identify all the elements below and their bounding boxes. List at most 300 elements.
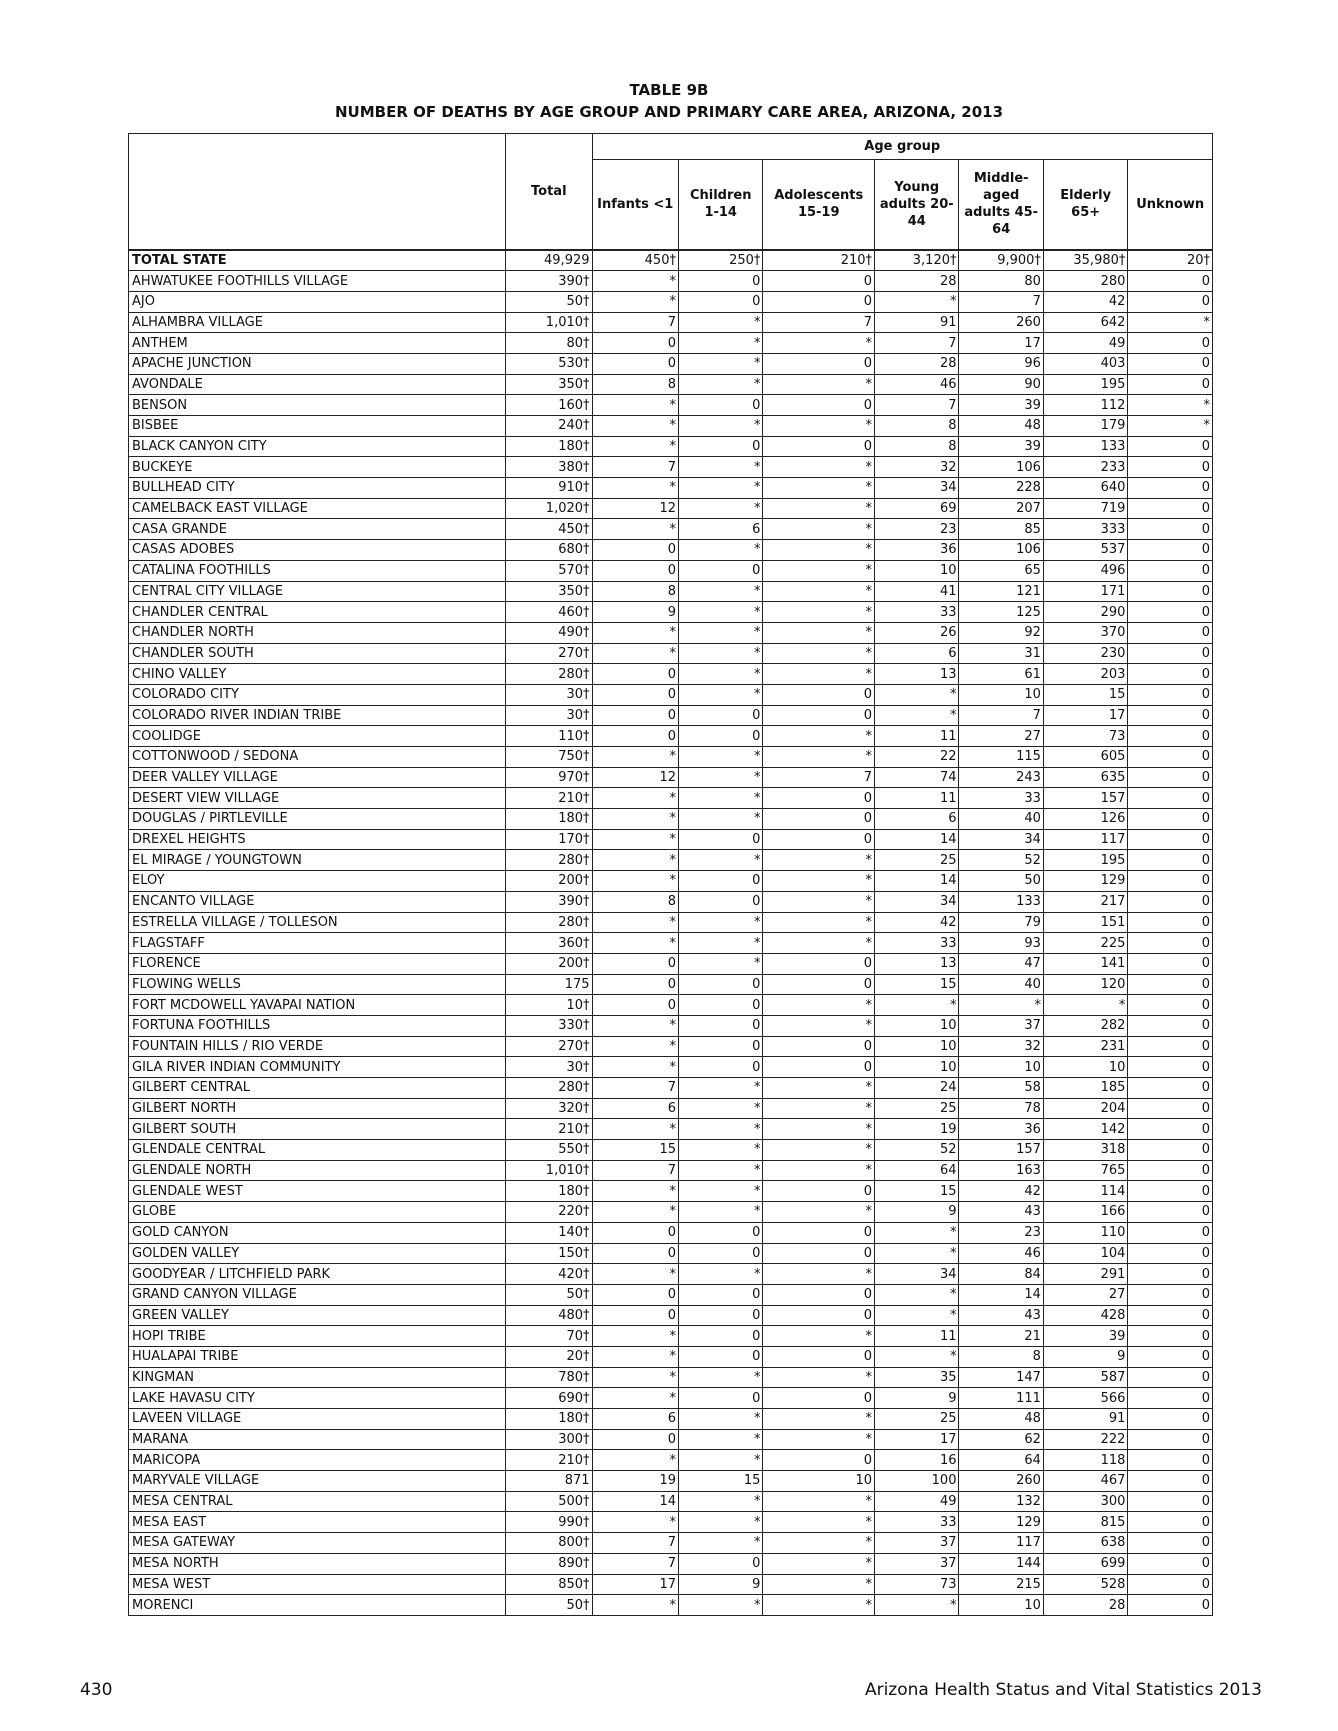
value-cell: 260 bbox=[959, 312, 1043, 333]
value-cell: * bbox=[875, 1243, 959, 1264]
value-cell: * bbox=[678, 912, 762, 933]
value-cell: * bbox=[763, 1574, 875, 1595]
value-cell: 9,900† bbox=[959, 250, 1043, 271]
value-cell: 0 bbox=[678, 1015, 762, 1036]
value-cell: * bbox=[592, 643, 678, 664]
value-cell: 0 bbox=[1128, 1222, 1213, 1243]
value-cell: 7 bbox=[592, 1078, 678, 1099]
value-cell: 9 bbox=[875, 1388, 959, 1409]
value-cell: * bbox=[678, 809, 762, 830]
value-cell: 121 bbox=[959, 581, 1043, 602]
table-row bbox=[129, 1284, 1213, 1305]
value-cell: 24 bbox=[875, 1078, 959, 1099]
value-cell: 0 bbox=[678, 291, 762, 312]
value-cell: * bbox=[592, 809, 678, 830]
value-cell: 35,980† bbox=[1043, 250, 1127, 271]
value-cell: 179 bbox=[1043, 416, 1127, 437]
value-cell: * bbox=[678, 684, 762, 705]
value-cell: 180† bbox=[506, 1409, 592, 1430]
value-cell: 0 bbox=[678, 1222, 762, 1243]
value-cell: * bbox=[678, 416, 762, 437]
value-cell: 0 bbox=[1128, 726, 1213, 747]
value-cell: * bbox=[678, 457, 762, 478]
value-cell: 133 bbox=[1043, 436, 1127, 457]
value-cell: * bbox=[678, 333, 762, 354]
area-name-cell: DESERT VIEW VILLAGE bbox=[129, 788, 506, 809]
value-cell: 14 bbox=[959, 1284, 1043, 1305]
value-cell: 78 bbox=[959, 1098, 1043, 1119]
area-name-cell: FOUNTAIN HILLS / RIO VERDE bbox=[129, 1036, 506, 1057]
value-cell: 318 bbox=[1043, 1140, 1127, 1161]
value-cell: * bbox=[592, 1202, 678, 1223]
table-title: TABLE 9B bbox=[629, 81, 709, 99]
value-cell: 890† bbox=[506, 1553, 592, 1574]
value-cell: 350† bbox=[506, 374, 592, 395]
value-cell: * bbox=[763, 1512, 875, 1533]
value-cell: 43 bbox=[959, 1305, 1043, 1326]
value-cell: 0 bbox=[1128, 1367, 1213, 1388]
value-cell: 0 bbox=[1128, 953, 1213, 974]
value-cell: 638 bbox=[1043, 1533, 1127, 1554]
table-row bbox=[129, 560, 1213, 581]
table-row bbox=[129, 1015, 1213, 1036]
area-name-cell: MESA NORTH bbox=[129, 1553, 506, 1574]
value-cell: * bbox=[678, 602, 762, 623]
value-cell: 0 bbox=[763, 1450, 875, 1471]
value-cell: 7 bbox=[763, 312, 875, 333]
value-cell: 34 bbox=[875, 478, 959, 499]
value-cell: 42 bbox=[875, 912, 959, 933]
value-cell: 0 bbox=[763, 788, 875, 809]
area-name-cell: GOLD CANYON bbox=[129, 1222, 506, 1243]
value-cell: 420† bbox=[506, 1264, 592, 1285]
area-name-cell: CAMELBACK EAST VILLAGE bbox=[129, 498, 506, 519]
value-cell: 300 bbox=[1043, 1491, 1127, 1512]
value-cell: 8 bbox=[592, 581, 678, 602]
value-cell: 7 bbox=[592, 1553, 678, 1574]
value-cell: 233 bbox=[1043, 457, 1127, 478]
value-cell: * bbox=[678, 498, 762, 519]
value-cell: 222 bbox=[1043, 1429, 1127, 1450]
value-cell: * bbox=[763, 416, 875, 437]
value-cell: 0 bbox=[1128, 602, 1213, 623]
value-cell: 8 bbox=[875, 416, 959, 437]
area-name-cell: ESTRELLA VILLAGE / TOLLESON bbox=[129, 912, 506, 933]
value-cell: 10 bbox=[1043, 1057, 1127, 1078]
table-row bbox=[129, 1243, 1213, 1264]
col-header-unknown: Unknown bbox=[1128, 160, 1213, 250]
value-cell: 0 bbox=[1128, 747, 1213, 768]
value-cell: * bbox=[678, 788, 762, 809]
table-row bbox=[129, 664, 1213, 685]
area-name-cell: MARICOPA bbox=[129, 1450, 506, 1471]
value-cell: 0 bbox=[763, 829, 875, 850]
value-cell: * bbox=[678, 581, 762, 602]
value-cell: 73 bbox=[875, 1574, 959, 1595]
value-cell: 0 bbox=[763, 1057, 875, 1078]
value-cell: 26 bbox=[875, 622, 959, 643]
value-cell: 780† bbox=[506, 1367, 592, 1388]
area-name-cell: DEER VALLEY VILLAGE bbox=[129, 767, 506, 788]
value-cell: 0 bbox=[1128, 912, 1213, 933]
value-cell: 157 bbox=[1043, 788, 1127, 809]
value-cell: * bbox=[592, 395, 678, 416]
value-cell: 0 bbox=[592, 353, 678, 374]
value-cell: 140† bbox=[506, 1222, 592, 1243]
value-cell: * bbox=[763, 1098, 875, 1119]
value-cell: * bbox=[763, 1553, 875, 1574]
area-name-cell: LAVEEN VILLAGE bbox=[129, 1409, 506, 1430]
value-cell: 699 bbox=[1043, 1553, 1127, 1574]
value-cell: 180† bbox=[506, 809, 592, 830]
value-cell: 0 bbox=[1128, 1326, 1213, 1347]
value-cell: 91 bbox=[1043, 1409, 1127, 1430]
value-cell: 21 bbox=[959, 1326, 1043, 1347]
value-cell: 10 bbox=[959, 1595, 1043, 1616]
value-cell: 0 bbox=[1128, 498, 1213, 519]
total-row bbox=[129, 250, 1213, 271]
value-cell: 530† bbox=[506, 353, 592, 374]
value-cell: 15 bbox=[592, 1140, 678, 1161]
value-cell: 500† bbox=[506, 1491, 592, 1512]
value-cell: 0 bbox=[1128, 871, 1213, 892]
area-name-cell: EL MIRAGE / YOUNGTOWN bbox=[129, 850, 506, 871]
value-cell: 171 bbox=[1043, 581, 1127, 602]
value-cell: 330† bbox=[506, 1015, 592, 1036]
value-cell: 39 bbox=[1043, 1326, 1127, 1347]
area-name-cell: LAKE HAVASU CITY bbox=[129, 1388, 506, 1409]
area-name-cell: CHINO VALLEY bbox=[129, 664, 506, 685]
value-cell: 32 bbox=[875, 457, 959, 478]
area-name-cell: GILBERT NORTH bbox=[129, 1098, 506, 1119]
value-cell: 0 bbox=[678, 1284, 762, 1305]
value-cell: 460† bbox=[506, 602, 592, 623]
value-cell: 0 bbox=[1128, 478, 1213, 499]
value-cell: * bbox=[592, 478, 678, 499]
area-name-cell: CASAS ADOBES bbox=[129, 540, 506, 561]
value-cell: 42 bbox=[959, 1181, 1043, 1202]
value-cell: 6 bbox=[875, 809, 959, 830]
table-row bbox=[129, 1512, 1213, 1533]
value-cell: 20† bbox=[1128, 250, 1213, 271]
value-cell: 0 bbox=[1128, 1202, 1213, 1223]
value-cell: * bbox=[678, 1098, 762, 1119]
value-cell: 0 bbox=[1128, 788, 1213, 809]
value-cell: 50† bbox=[506, 291, 592, 312]
value-cell: 282 bbox=[1043, 1015, 1127, 1036]
value-cell: 33 bbox=[875, 1512, 959, 1533]
value-cell: 200† bbox=[506, 871, 592, 892]
value-cell: 0 bbox=[678, 1388, 762, 1409]
value-cell: 350† bbox=[506, 581, 592, 602]
table-row bbox=[129, 1140, 1213, 1161]
area-name-cell: FORT MCDOWELL YAVAPAI NATION bbox=[129, 995, 506, 1016]
value-cell: 42 bbox=[1043, 291, 1127, 312]
value-cell: * bbox=[592, 1388, 678, 1409]
value-cell: * bbox=[678, 1491, 762, 1512]
value-cell: * bbox=[763, 664, 875, 685]
value-cell: 750† bbox=[506, 747, 592, 768]
table-body bbox=[129, 250, 1213, 1616]
value-cell: 0 bbox=[678, 871, 762, 892]
area-name-cell: BLACK CANYON CITY bbox=[129, 436, 506, 457]
value-cell: 11 bbox=[875, 788, 959, 809]
table-row bbox=[129, 684, 1213, 705]
value-cell: 8 bbox=[875, 436, 959, 457]
value-cell: * bbox=[592, 1264, 678, 1285]
value-cell: 0 bbox=[678, 560, 762, 581]
table-row bbox=[129, 1326, 1213, 1347]
value-cell: 360† bbox=[506, 933, 592, 954]
value-cell: * bbox=[875, 1305, 959, 1326]
value-cell: 0 bbox=[678, 436, 762, 457]
value-cell: * bbox=[763, 747, 875, 768]
table-row bbox=[129, 581, 1213, 602]
value-cell: 0 bbox=[1128, 1078, 1213, 1099]
value-cell: 106 bbox=[959, 457, 1043, 478]
value-cell: 680† bbox=[506, 540, 592, 561]
value-cell: * bbox=[592, 436, 678, 457]
value-cell: 0 bbox=[763, 684, 875, 705]
value-cell: 215 bbox=[959, 1574, 1043, 1595]
value-cell: * bbox=[678, 478, 762, 499]
page-number: 430 bbox=[80, 1680, 113, 1700]
value-cell: 0 bbox=[763, 1305, 875, 1326]
value-cell: * bbox=[592, 871, 678, 892]
value-cell: 36 bbox=[959, 1119, 1043, 1140]
value-cell: 0 bbox=[592, 540, 678, 561]
value-cell: 11 bbox=[875, 726, 959, 747]
value-cell: 528 bbox=[1043, 1574, 1127, 1595]
value-cell: 290 bbox=[1043, 602, 1127, 623]
value-cell: * bbox=[592, 1367, 678, 1388]
area-name-cell: COLORADO CITY bbox=[129, 684, 506, 705]
value-cell: * bbox=[592, 933, 678, 954]
value-cell: 41 bbox=[875, 581, 959, 602]
value-cell: 0 bbox=[1128, 1471, 1213, 1492]
value-cell: 0 bbox=[1128, 374, 1213, 395]
table-row bbox=[129, 1471, 1213, 1492]
value-cell: 0 bbox=[1128, 333, 1213, 354]
area-name-cell: TOTAL STATE bbox=[129, 250, 506, 271]
table-row bbox=[129, 1036, 1213, 1057]
value-cell: 0 bbox=[763, 1388, 875, 1409]
value-cell: 0 bbox=[592, 560, 678, 581]
value-cell: * bbox=[763, 1595, 875, 1616]
value-cell: 231 bbox=[1043, 1036, 1127, 1057]
value-cell: 13 bbox=[875, 953, 959, 974]
value-cell: 320† bbox=[506, 1098, 592, 1119]
value-cell: 93 bbox=[959, 933, 1043, 954]
value-cell: 25 bbox=[875, 1098, 959, 1119]
value-cell: 0 bbox=[1128, 540, 1213, 561]
value-cell: 6 bbox=[592, 1409, 678, 1430]
value-cell: * bbox=[959, 995, 1043, 1016]
area-name-cell: BISBEE bbox=[129, 416, 506, 437]
value-cell: 0 bbox=[1128, 705, 1213, 726]
value-cell: 34 bbox=[875, 1264, 959, 1285]
value-cell: * bbox=[875, 995, 959, 1016]
area-name-cell: ELOY bbox=[129, 871, 506, 892]
value-cell: 14 bbox=[875, 871, 959, 892]
value-cell: 1,010† bbox=[506, 1160, 592, 1181]
value-cell: 46 bbox=[875, 374, 959, 395]
table-row bbox=[129, 457, 1213, 478]
value-cell: 170† bbox=[506, 829, 592, 850]
value-cell: 7 bbox=[959, 705, 1043, 726]
value-cell: 147 bbox=[959, 1367, 1043, 1388]
value-cell: 125 bbox=[959, 602, 1043, 623]
value-cell: 132 bbox=[959, 1491, 1043, 1512]
value-cell: 250† bbox=[678, 250, 762, 271]
value-cell: 467 bbox=[1043, 1471, 1127, 1492]
value-cell: * bbox=[763, 933, 875, 954]
area-name-cell: APACHE JUNCTION bbox=[129, 353, 506, 374]
value-cell: 490† bbox=[506, 622, 592, 643]
area-name-cell: CASA GRANDE bbox=[129, 519, 506, 540]
value-cell: 0 bbox=[592, 974, 678, 995]
value-cell: 0 bbox=[1128, 974, 1213, 995]
value-cell: 537 bbox=[1043, 540, 1127, 561]
area-name-cell: GILBERT CENTRAL bbox=[129, 1078, 506, 1099]
value-cell: 1,010† bbox=[506, 312, 592, 333]
value-cell: 17 bbox=[959, 333, 1043, 354]
value-cell: 0 bbox=[678, 1305, 762, 1326]
area-name-cell: HOPI TRIBE bbox=[129, 1326, 506, 1347]
table-row bbox=[129, 1160, 1213, 1181]
value-cell: 450† bbox=[506, 519, 592, 540]
area-name-cell: AVONDALE bbox=[129, 374, 506, 395]
value-cell: * bbox=[678, 1512, 762, 1533]
col-header-young-adults: Young adults 20-44 bbox=[875, 160, 959, 250]
table-row bbox=[129, 1367, 1213, 1388]
value-cell: 151 bbox=[1043, 912, 1127, 933]
value-cell: * bbox=[678, 1119, 762, 1140]
value-cell: 141 bbox=[1043, 953, 1127, 974]
value-cell: 31 bbox=[959, 643, 1043, 664]
value-cell: 0 bbox=[763, 291, 875, 312]
table-row bbox=[129, 829, 1213, 850]
area-name-cell: GRAND CANYON VILLAGE bbox=[129, 1284, 506, 1305]
table-row bbox=[129, 602, 1213, 623]
value-cell: 0 bbox=[1128, 271, 1213, 292]
value-cell: 43 bbox=[959, 1202, 1043, 1223]
value-cell: 112 bbox=[1043, 395, 1127, 416]
value-cell: * bbox=[678, 933, 762, 954]
value-cell: 450† bbox=[592, 250, 678, 271]
table-row bbox=[129, 1574, 1213, 1595]
value-cell: 0 bbox=[1128, 1098, 1213, 1119]
value-cell: * bbox=[763, 374, 875, 395]
value-cell: * bbox=[678, 1202, 762, 1223]
value-cell: 48 bbox=[959, 1409, 1043, 1430]
table-row bbox=[129, 933, 1213, 954]
age-group-header: Age group bbox=[592, 134, 1212, 160]
value-cell: 0 bbox=[1128, 1595, 1213, 1616]
value-cell: 19 bbox=[875, 1119, 959, 1140]
value-cell: 7 bbox=[875, 395, 959, 416]
value-cell: * bbox=[763, 871, 875, 892]
value-cell: * bbox=[875, 1222, 959, 1243]
table-row bbox=[129, 622, 1213, 643]
value-cell: 129 bbox=[1043, 871, 1127, 892]
area-name-cell: AHWATUKEE FOOTHILLS VILLAGE bbox=[129, 271, 506, 292]
value-cell: 39 bbox=[959, 395, 1043, 416]
value-cell: 0 bbox=[1128, 850, 1213, 871]
table-row bbox=[129, 374, 1213, 395]
value-cell: 203 bbox=[1043, 664, 1127, 685]
value-cell: 243 bbox=[959, 767, 1043, 788]
value-cell: * bbox=[592, 1036, 678, 1057]
value-cell: * bbox=[592, 1119, 678, 1140]
value-cell: * bbox=[592, 788, 678, 809]
value-cell: 27 bbox=[959, 726, 1043, 747]
value-cell: * bbox=[592, 1346, 678, 1367]
table-row bbox=[129, 1078, 1213, 1099]
value-cell: 719 bbox=[1043, 498, 1127, 519]
value-cell: 110 bbox=[1043, 1222, 1127, 1243]
value-cell: 8 bbox=[959, 1346, 1043, 1367]
value-cell: * bbox=[763, 333, 875, 354]
deaths-table bbox=[128, 133, 1213, 1616]
value-cell: 27 bbox=[1043, 1284, 1127, 1305]
value-cell: 180† bbox=[506, 436, 592, 457]
value-cell: 300† bbox=[506, 1429, 592, 1450]
value-cell: 0 bbox=[1128, 1243, 1213, 1264]
value-cell: 207 bbox=[959, 498, 1043, 519]
value-cell: 39 bbox=[959, 436, 1043, 457]
area-name-cell: FLAGSTAFF bbox=[129, 933, 506, 954]
value-cell: 217 bbox=[1043, 891, 1127, 912]
value-cell: 0 bbox=[763, 395, 875, 416]
value-cell: 0 bbox=[592, 1243, 678, 1264]
value-cell: * bbox=[678, 622, 762, 643]
value-cell: * bbox=[1128, 395, 1213, 416]
area-name-cell: DREXEL HEIGHTS bbox=[129, 829, 506, 850]
value-cell: 0 bbox=[678, 1057, 762, 1078]
value-cell: 0 bbox=[1128, 1264, 1213, 1285]
value-cell: 58 bbox=[959, 1078, 1043, 1099]
value-cell: 0 bbox=[1128, 1409, 1213, 1430]
table-row bbox=[129, 1202, 1213, 1223]
total-header: Total bbox=[506, 134, 592, 250]
value-cell: 990† bbox=[506, 1512, 592, 1533]
value-cell: 0 bbox=[1128, 1305, 1213, 1326]
value-cell: * bbox=[875, 1346, 959, 1367]
value-cell: 280† bbox=[506, 1078, 592, 1099]
value-cell: 49,929 bbox=[506, 250, 592, 271]
value-cell: * bbox=[763, 457, 875, 478]
value-cell: 17 bbox=[592, 1574, 678, 1595]
area-name-cell: MESA GATEWAY bbox=[129, 1533, 506, 1554]
table-row bbox=[129, 1533, 1213, 1554]
value-cell: 0 bbox=[1128, 1512, 1213, 1533]
value-cell: 765 bbox=[1043, 1160, 1127, 1181]
value-cell: 0 bbox=[592, 1305, 678, 1326]
value-cell: 403 bbox=[1043, 353, 1127, 374]
value-cell: 0 bbox=[592, 664, 678, 685]
area-name-cell: CENTRAL CITY VILLAGE bbox=[129, 581, 506, 602]
value-cell: * bbox=[763, 1367, 875, 1388]
value-cell: 0 bbox=[678, 1346, 762, 1367]
value-cell: 166 bbox=[1043, 1202, 1127, 1223]
value-cell: 0 bbox=[678, 891, 762, 912]
value-cell: 0 bbox=[592, 684, 678, 705]
value-cell: 270† bbox=[506, 1036, 592, 1057]
value-cell: 19 bbox=[592, 1471, 678, 1492]
area-name-cell: MARANA bbox=[129, 1429, 506, 1450]
area-name-cell: CATALINA FOOTHILLS bbox=[129, 560, 506, 581]
